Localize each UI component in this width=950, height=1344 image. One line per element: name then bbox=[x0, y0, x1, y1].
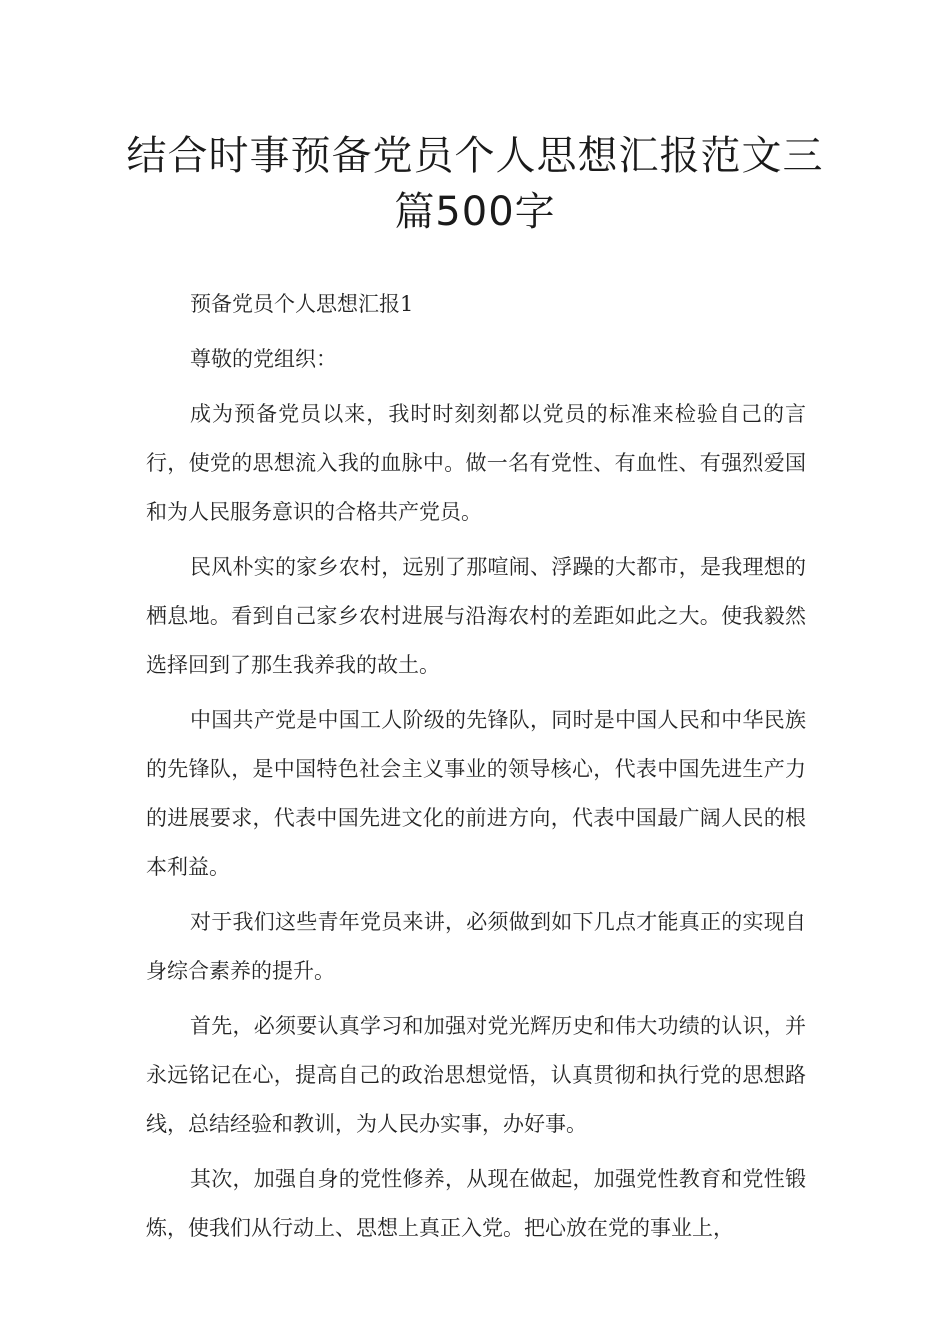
title-line-2: 篇500字 bbox=[394, 189, 556, 235]
document-title bbox=[120, 128, 830, 240]
paragraph: 首先，必须要认真学习和加强对党光辉历史和伟大功绩的认识，并永远铭记在心，提高自己的政治思想觉悟，认真贯彻和执行党的思想路线，总结经验和教训，为人民办实事，办好事。 bbox=[146, 1014, 806, 1136]
document-body bbox=[146, 280, 806, 1259]
title-line-1: 结合时事预备党员个人思想汇报范文三 bbox=[126, 133, 824, 179]
paragraph: 其次，加强自身的党性修养，从现在做起，加强党性教育和党性锻炼，使我们从行动上、思想上真正入党。把心放在党的事业上， bbox=[146, 1167, 806, 1240]
paragraph: 对于我们这些青年党员来讲，必须做到如下几点才能真正的实现自身综合素养的提升。 bbox=[146, 910, 806, 983]
heading-report-number: 预备党员个人思想汇报1 bbox=[190, 292, 414, 316]
paragraph: 中国共产党是中国工人阶级的先锋队，同时是中国人民和中华民族的先锋队，是中国特色社会主义事业的领导核心，代表中国先进生产力的进展要求，代表中国先进文化的前进方向，代表中国最广阔人民的根本利益。 bbox=[146, 708, 806, 879]
paragraph: 成为预备党员以来，我时时刻刻都以党员的标准来检验自己的言行，使党的思想流入我的血脉中。做一名有党性、有血性、有强烈爱国和为人民服务意识的合格共产党员。 bbox=[146, 402, 806, 524]
salutation: 尊敬的党组织： bbox=[190, 347, 337, 371]
paragraph: 民风朴实的家乡农村，远别了那喧闹、浮躁的大都市，是我理想的栖息地。看到自己家乡农村进展与沿海农村的差距如此之大。使我毅然选择回到了那生我养我的故土。 bbox=[146, 555, 806, 677]
